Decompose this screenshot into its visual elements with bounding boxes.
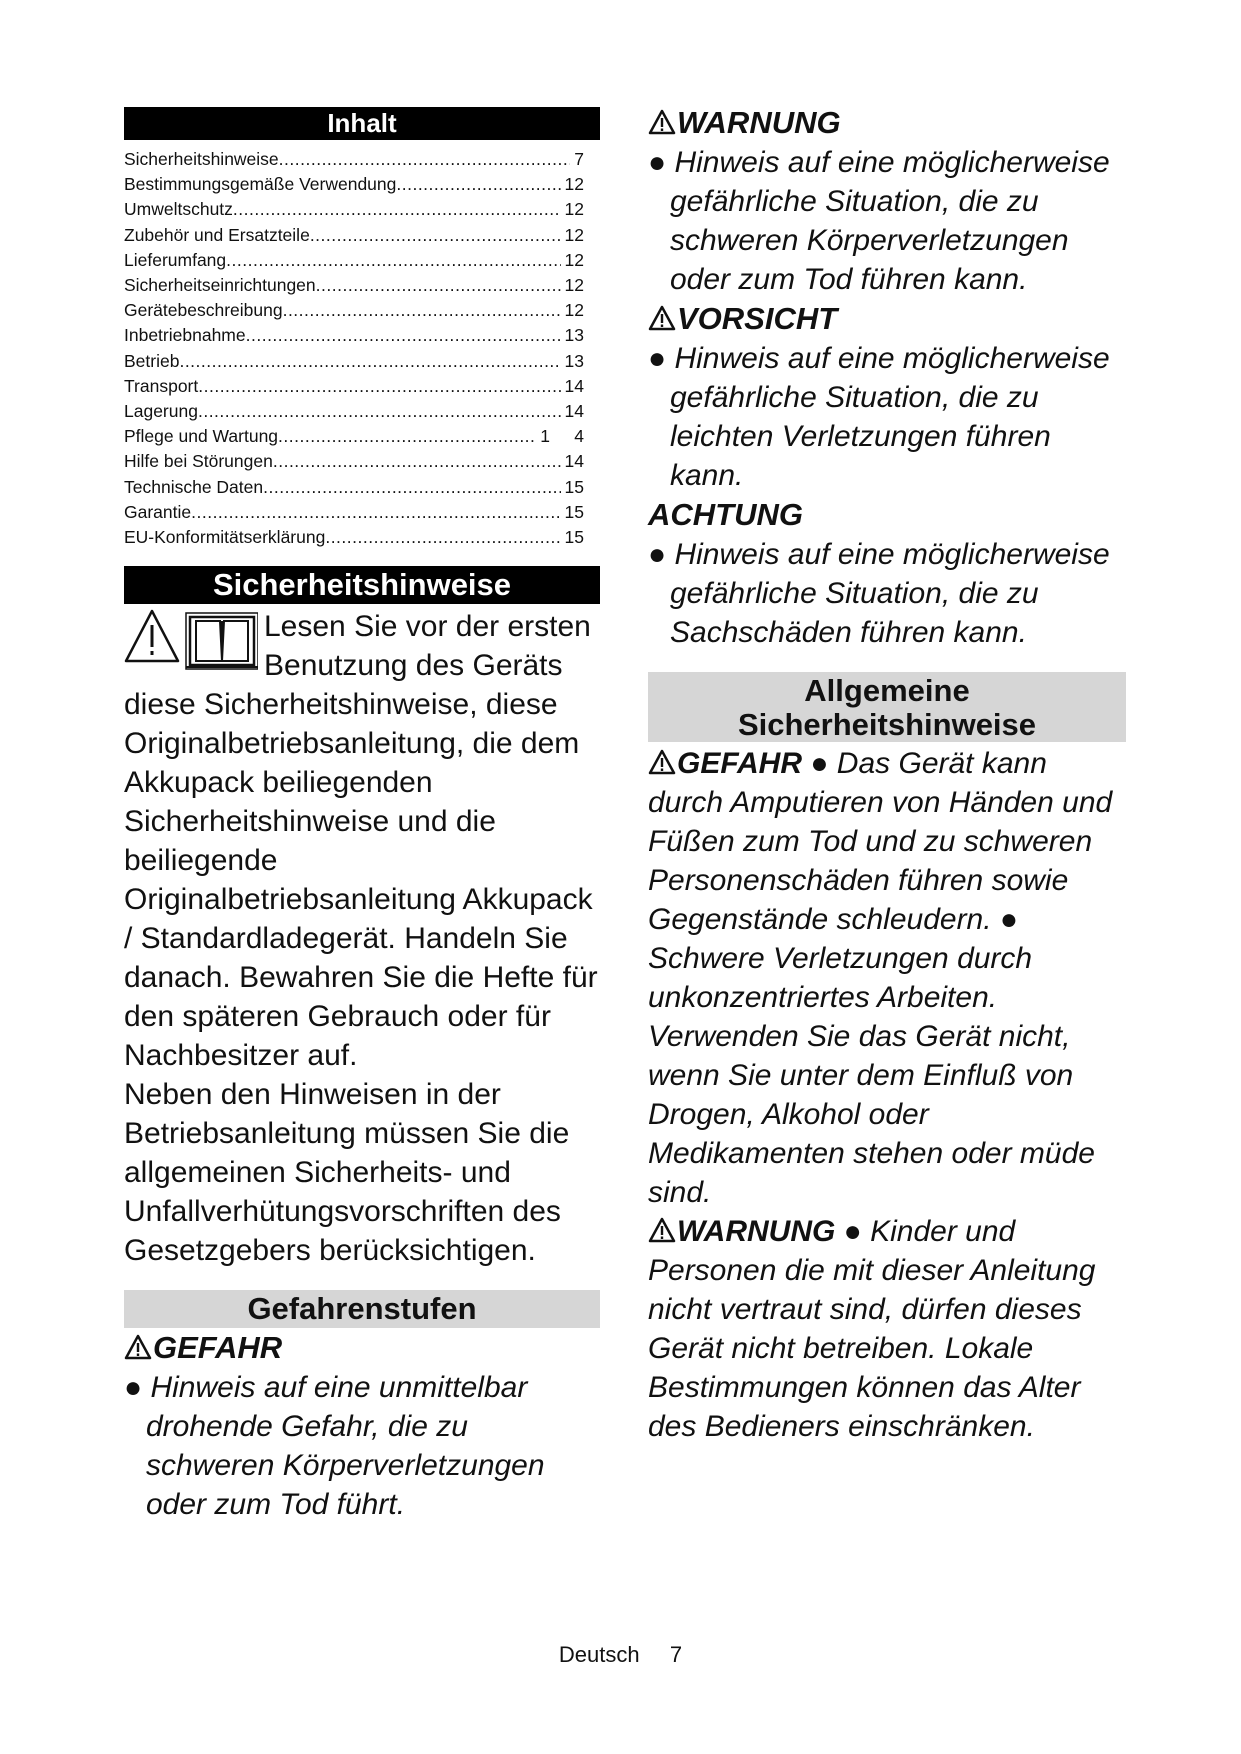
left-column <box>124 107 600 1524</box>
toc-entry[interactable] <box>124 449 584 474</box>
warning-triangle-icon <box>648 305 676 331</box>
toc-entry-page: 12 <box>564 199 584 220</box>
toc-entry-title: Pflege und Wartung <box>124 426 279 447</box>
safety-intro <box>124 607 600 1075</box>
toc-entry-page: 1 4 <box>540 426 584 447</box>
toc-entry[interactable] <box>124 172 584 197</box>
level-gefahr-label: GEFAHR <box>153 1330 283 1366</box>
toc-entry[interactable] <box>124 298 584 323</box>
table-of-contents <box>124 147 600 550</box>
toc-entry[interactable] <box>124 323 584 348</box>
level-achtung-title: ACHTUNG <box>648 497 803 532</box>
toc-entry[interactable] <box>124 273 584 298</box>
toc-entry[interactable] <box>124 525 584 550</box>
toc-entry[interactable] <box>124 147 584 172</box>
toc-entry-page: 14 <box>564 375 584 396</box>
level-warnung-text: ● Hinweis auf eine möglicherweise gefährliche Situation, die zu schweren Körperverletzungen oder zum Tod führen kann. <box>648 146 1110 296</box>
general-warnung-label: WARNUNG <box>677 1215 836 1248</box>
toc-entry-page: 7 <box>574 149 584 169</box>
toc-entry-page: 15 <box>564 527 584 548</box>
section-heading-hazard-levels: Gefahrenstufen <box>124 1290 600 1328</box>
toc-entry-page: 15 <box>564 501 584 522</box>
toc-entry-title: Sicherheitseinrichtungen <box>124 275 316 296</box>
toc-entry-page: 12 <box>564 249 584 270</box>
general-warnung-text: ● Kinder und Personen die mit dieser Anleitung nicht vertraut sind, dürfen dieses Gerät nicht betreiben. Lokale Bestimmungen können das Alter des Bedieners einschränken. <box>648 1215 1096 1443</box>
toc-entry[interactable] <box>124 500 584 525</box>
toc-entry[interactable] <box>124 223 584 248</box>
general-gefahr-text: ● Das Gerät kann durch Amputieren von Händen und Füßen zum Tod und zu schweren Personenschäden führen sowie Gegenstände schleudern. ● Schwere Verletzungen durch unkonzentriertes Arbeiten. Verwenden Sie das Gerät nicht, wenn Sie unter dem Einfluß von Drogen, Alkohol oder Medikamenten stehen oder müde sind. <box>648 747 1113 1209</box>
toc-entry-page: 13 <box>564 350 584 371</box>
toc-entry-title: Transport <box>124 375 199 396</box>
level-warnung-label: WARNUNG <box>677 105 841 140</box>
general-heading-line2: Sicherheitshinweise <box>737 707 1037 742</box>
page-footer <box>0 1642 1241 1668</box>
toc-entry-page: 15 <box>564 476 584 497</box>
toc-entry-title: Garantie <box>124 501 192 522</box>
toc-entry-page: 12 <box>564 174 584 195</box>
toc-entry-title: Hilfe bei Störungen <box>124 451 273 472</box>
toc-entry-title: Lieferumfang <box>124 249 227 270</box>
toc-entry-page: 14 <box>564 451 584 472</box>
toc-entry-title: Zubehör und Ersatzteile <box>124 224 310 245</box>
general-gefahr-label: GEFAHR <box>677 747 803 780</box>
toc-entry[interactable] <box>124 475 584 500</box>
toc-entry[interactable] <box>124 349 584 374</box>
level-vorsicht-label: VORSICHT <box>677 301 838 336</box>
toc-title: Inhalt <box>124 107 600 140</box>
toc-entry-page: 12 <box>564 300 584 321</box>
toc-entry-title: Bestimmungsgemäße Verwendung <box>124 174 397 195</box>
section-heading-safety: Sicherheitshinweise <box>124 566 600 604</box>
toc-entry-title: Sicherheitshinweise <box>124 149 279 169</box>
section-heading-general-safety <box>648 672 1126 742</box>
right-column <box>648 103 1126 1446</box>
toc-entry-title: Technische Daten <box>124 476 264 497</box>
general-heading-line1: Allgemeine <box>804 673 970 708</box>
toc-entry[interactable] <box>124 197 584 222</box>
warning-triangle-icon <box>124 1334 152 1360</box>
toc-entry[interactable] <box>124 399 584 424</box>
toc-entry-title: Betrieb <box>124 350 180 371</box>
level-vorsicht-text: ● Hinweis auf eine möglicherweise gefährliche Situation, die zu leichten Verletzungen führen kann. <box>648 342 1110 492</box>
toc-entry-page: 13 <box>564 325 584 346</box>
warning-triangle-icon <box>648 749 676 775</box>
level-vorsicht-title <box>648 299 1126 339</box>
general-warnung-paragraph <box>648 1212 1126 1446</box>
toc-entry-page: 14 <box>564 401 584 422</box>
footer-language: Deutsch <box>558 1642 640 1667</box>
toc-entry[interactable] <box>124 248 584 273</box>
toc-entry-title: EU-Konformitätserklärung <box>124 527 326 548</box>
toc-entry[interactable] <box>124 374 584 399</box>
toc-entry-page: 12 <box>564 224 584 245</box>
toc-entry-title: Inbetriebnahme <box>124 325 246 346</box>
level-gefahr-title <box>124 1328 600 1368</box>
toc-entry[interactable] <box>124 424 584 449</box>
toc-entry-title: Gerätebeschreibung <box>124 300 283 321</box>
warning-triangle-icon <box>648 109 676 135</box>
toc-entry-title: Umweltschutz <box>124 199 233 220</box>
level-warnung-title <box>648 103 1126 143</box>
level-achtung-text: ● Hinweis auf eine möglicherweise gefährliche Situation, die zu Sachschäden führen kann. <box>648 538 1110 649</box>
general-gefahr-paragraph <box>648 744 1126 1212</box>
safety-regulations-text: Neben den Hinweisen in der Betriebsanleitung müssen Sie die allgemeinen Sicherheits- und Unfallverhütungsvorschriften des Gesetzgebers berücksichtigen. <box>124 1078 570 1268</box>
toc-entry-title: Lagerung <box>124 401 198 422</box>
safety-intro-text: Lesen Sie vor der ersten Benutzung des Geräts diese Sicherheitshinweise, diese Originalbetriebsanleitung, die dem Akkupack beiliegenden Sicherheitshinweise und die beiliegende Originalbetriebsanleitung Akkupack / Standardladegerät. Handeln Sie danach. Bewahren Sie die Hefte für den späteren Gebrauch oder für Nachbesitzer auf. <box>124 610 598 1073</box>
toc-entry-page: 12 <box>564 275 584 296</box>
level-gefahr-text: ● Hinweis auf eine unmittelbar drohende Gefahr, die zu schweren Körperverletzungen oder zum Tod führt. <box>124 1371 545 1522</box>
warning-and-manual-icon <box>124 607 258 685</box>
footer-page-number: 7 <box>669 1642 683 1667</box>
warning-triangle-icon <box>648 1217 676 1243</box>
